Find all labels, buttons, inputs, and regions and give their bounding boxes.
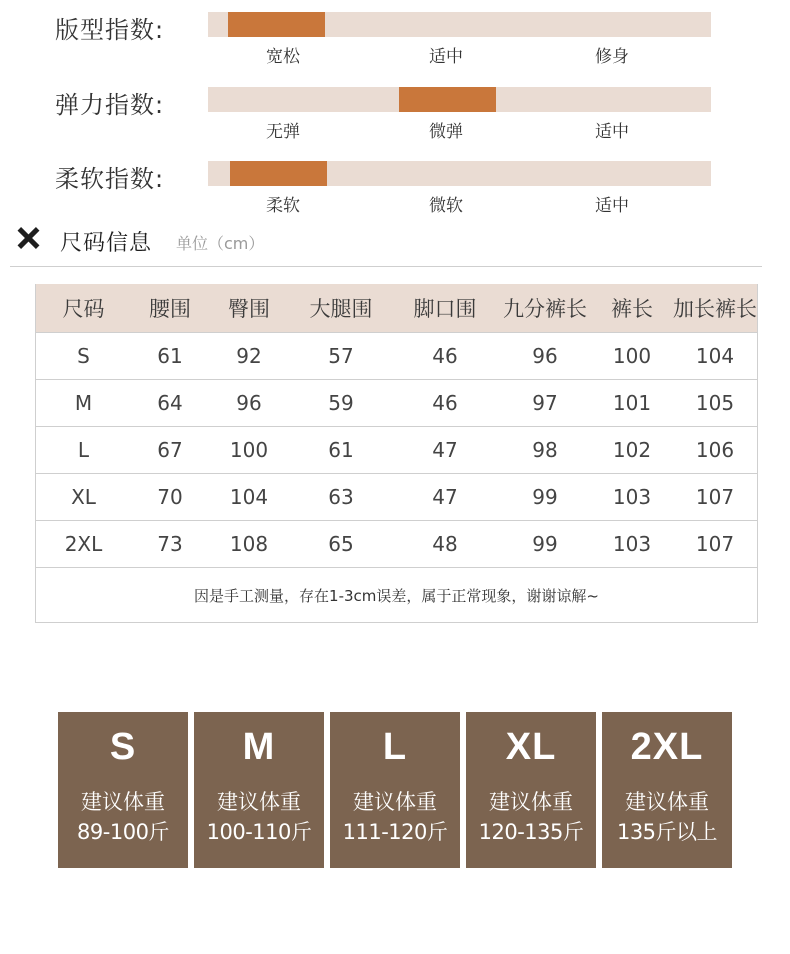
card-range: 100-110斤 — [206, 820, 312, 844]
table-cell: 102 — [612, 438, 652, 462]
table-cell: 103 — [612, 532, 652, 556]
card-label: 建议体重 — [353, 790, 437, 814]
size-info-header — [14, 224, 774, 256]
table-cell: 73 — [157, 532, 183, 556]
fit-tick-regular: 适中 — [429, 47, 463, 67]
softness-index-bar — [208, 161, 711, 186]
table-cell: 47 — [432, 485, 458, 509]
section-divider — [10, 266, 762, 267]
softness-index-title: 柔软指数: — [55, 165, 165, 193]
elasticity-tick-slight: 微弹 — [429, 122, 463, 142]
weight-card-m — [194, 712, 324, 868]
table-row — [36, 473, 757, 520]
table-cell: XL — [71, 485, 96, 509]
card-label: 建议体重 — [625, 790, 709, 814]
table-cell: 47 — [432, 438, 458, 462]
weight-cards — [58, 712, 738, 868]
close-icon — [14, 224, 42, 252]
table-cell: 99 — [532, 532, 558, 556]
header-waist: 腰围 — [149, 297, 191, 321]
softness-tick-slight: 微软 — [429, 196, 463, 216]
table-cell: 104 — [229, 485, 269, 509]
softness-index-fill — [230, 161, 327, 186]
softness-tick-medium: 适中 — [595, 196, 629, 216]
softness-index-row — [0, 149, 790, 219]
header-size: 尺码 — [62, 297, 105, 321]
card-label: 建议体重 — [489, 790, 573, 814]
card-range: 135斤以上 — [616, 820, 718, 844]
size-info-unit: 单位（cm） — [176, 234, 265, 253]
fit-tick-slim: 修身 — [595, 47, 629, 67]
table-cell: 107 — [695, 532, 735, 556]
fit-index-row — [0, 0, 790, 70]
table-cell: 2XL — [64, 532, 103, 556]
elasticity-tick-medium: 适中 — [595, 122, 629, 142]
card-label: 建议体重 — [217, 790, 301, 814]
table-cell: 105 — [695, 391, 735, 415]
fit-index-fill — [228, 12, 325, 37]
fit-index-bar — [208, 12, 711, 37]
weight-card-2xl — [602, 712, 732, 868]
table-cell: 100 — [612, 344, 652, 368]
table-cell: 65 — [328, 532, 354, 556]
weight-card-s — [58, 712, 188, 868]
table-cell: 46 — [432, 344, 458, 368]
table-cell: 96 — [532, 344, 558, 368]
weight-card-l — [330, 712, 460, 868]
measurement-note: 因是手工测量，存在1-3cm误差，属于正常现象，谢谢谅解~ — [36, 567, 757, 622]
card-range: 120-135斤 — [478, 820, 584, 844]
table-cell: 99 — [532, 485, 558, 509]
header-long-length: 加长裤长 — [673, 297, 757, 321]
table-cell: 70 — [157, 485, 183, 509]
table-cell: 92 — [236, 344, 262, 368]
table-cell: 96 — [236, 391, 262, 415]
table-cell: 98 — [532, 438, 558, 462]
size-table — [35, 284, 758, 623]
elasticity-index-fill — [399, 87, 496, 112]
elasticity-tick-none: 无弹 — [266, 122, 300, 142]
table-cell: M — [74, 391, 93, 415]
elasticity-index-row — [0, 75, 790, 145]
table-cell: 48 — [432, 532, 458, 556]
table-cell: 61 — [328, 438, 354, 462]
table-cell: 107 — [695, 485, 735, 509]
card-label: 建议体重 — [81, 790, 165, 814]
header-length: 裤长 — [611, 297, 653, 321]
card-size: 2XL — [630, 726, 704, 768]
table-row — [36, 379, 757, 426]
table-cell: 67 — [157, 438, 183, 462]
table-row — [36, 332, 757, 379]
table-cell: 64 — [157, 391, 183, 415]
card-size: S — [109, 726, 137, 768]
table-cell: L — [77, 438, 90, 462]
softness-tick-soft: 柔软 — [266, 196, 300, 216]
table-cell: 100 — [229, 438, 269, 462]
fit-index-title: 版型指数: — [55, 16, 165, 44]
elasticity-index-bar — [208, 87, 711, 112]
table-row — [36, 520, 757, 567]
table-cell: S — [77, 344, 90, 368]
table-cell: 59 — [328, 391, 354, 415]
card-size: L — [382, 726, 408, 768]
card-size: XL — [505, 726, 557, 768]
table-cell: 101 — [612, 391, 652, 415]
size-info-title: 尺码信息 — [60, 231, 153, 256]
table-row — [36, 426, 757, 473]
table-cell: 97 — [532, 391, 558, 415]
card-range: 89-100斤 — [77, 820, 169, 844]
fit-tick-loose: 宽松 — [266, 47, 300, 67]
header-thigh: 大腿围 — [309, 297, 373, 321]
table-cell: 106 — [695, 438, 735, 462]
card-size: M — [242, 726, 276, 768]
table-cell: 108 — [229, 532, 269, 556]
weight-card-xl — [466, 712, 596, 868]
header-cropped-length: 九分裤长 — [503, 297, 587, 321]
table-cell: 57 — [328, 344, 354, 368]
elasticity-index-title: 弹力指数: — [55, 91, 165, 119]
table-cell: 104 — [695, 344, 735, 368]
table-cell: 61 — [157, 344, 183, 368]
table-cell: 103 — [612, 485, 652, 509]
table-header — [36, 284, 757, 332]
table-cell: 63 — [328, 485, 354, 509]
header-hem: 脚口围 — [413, 297, 477, 321]
table-cell: 46 — [432, 391, 458, 415]
card-range: 111-120斤 — [342, 820, 448, 844]
header-hip: 臀围 — [228, 297, 270, 321]
